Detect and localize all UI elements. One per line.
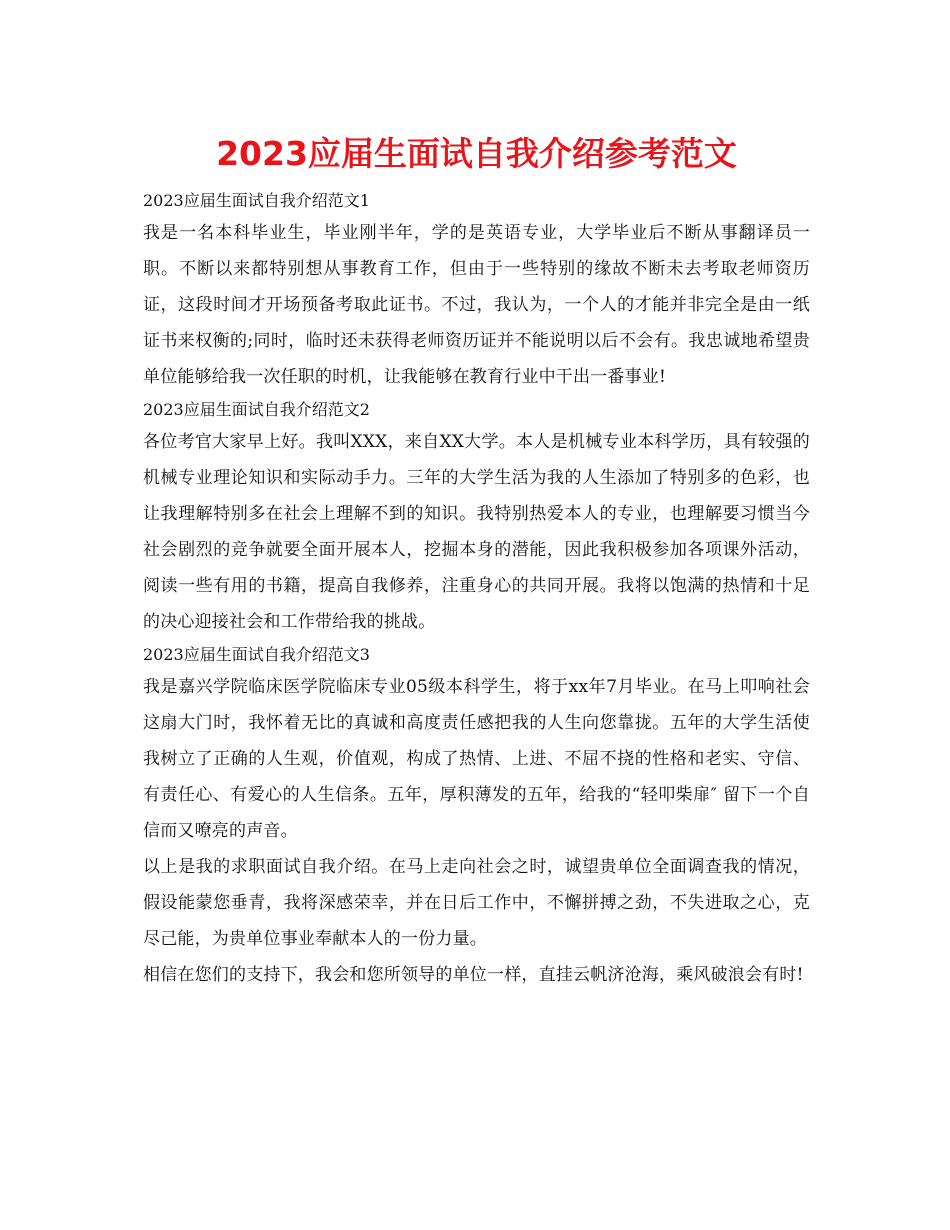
paragraph: 各位考官大家早上好。我叫XXX，来自XX大学。本人是机械专业本科学历，具有较强的机械专业理论知识和实际动手力。三年的大学生活为我的人生添加了特别多的色彩，也让我理解特别多在社会上理解不到的知识。我特别热爱本人的专业，也理解要习惯当今社会剧烈的竞争就要全面开展本人，挖掘本身的潜能，因此我积极参加各项课外活动，阅读一些有用的书籍，提高自我修养，注重身心的共同开展。我将以饱满的热情和十足的决心迎接社会和工作带给我的挑战。 xyxy=(143,432,810,632)
paragraph: 以上是我的求职面试自我介绍。在马上走向社会之时，诚望贵单位全面调查我的情况，假设能蒙您垂青，我将深感荣幸，并在日后工作中，不懈拼搏之劲，不失进取之心，克尽己能，为贵单位事业奉献本人的一份力量。 xyxy=(143,857,810,949)
document-page xyxy=(143,128,810,993)
paragraph: 相信在您们的支持下，我会和您所领导的单位一样，直挂云帆济沧海，乘风破浪会有时! xyxy=(143,965,804,985)
paragraph: 我是一名本科毕业生，毕业刚半年，学的是英语专业，大学毕业后不断从事翻译员一职。不断以来都特别想从事教育工作，但由于一些特别的缘故不断未去考取老师资历证，这段时间才开场预备考取此证书。不过，我认为，一个人的才能并非完全是由一纸证书来权衡的;同时，临时还未获得老师资历证并不能说明以后不会有。我忠诚地希望贵单位能够给我一次任职的时机，让我能够在教育行业中干出一番事业! xyxy=(143,223,810,387)
section-heading: 2023应届生面试自我介绍范文1 xyxy=(143,191,370,210)
section-heading: 2023应届生面试自我介绍范文2 xyxy=(143,400,370,419)
document-title: 2023应届生面试自我介绍参考范文 xyxy=(216,134,737,173)
paragraph: 我是嘉兴学院临床医学院临床专业05级本科学生，将于xx年7月毕业。在马上叩响社会这扇大门时，我怀着无比的真诚和高度责任感把我的人生向您靠拢。五年的大学生活使我树立了正确的人生观，价值观，构成了热情、上进、不屈不挠的性格和老实、守信、有责任心、有爱心的人生信条。五年，厚积薄发的五年，给我的“轻叩柴扉″ 留下一个自信而又嘹亮的声音。 xyxy=(143,677,810,841)
section-1 xyxy=(143,186,810,395)
section-2 xyxy=(143,395,810,640)
section-heading: 2023应届生面试自我介绍范文3 xyxy=(143,645,370,664)
section-3 xyxy=(143,640,810,993)
